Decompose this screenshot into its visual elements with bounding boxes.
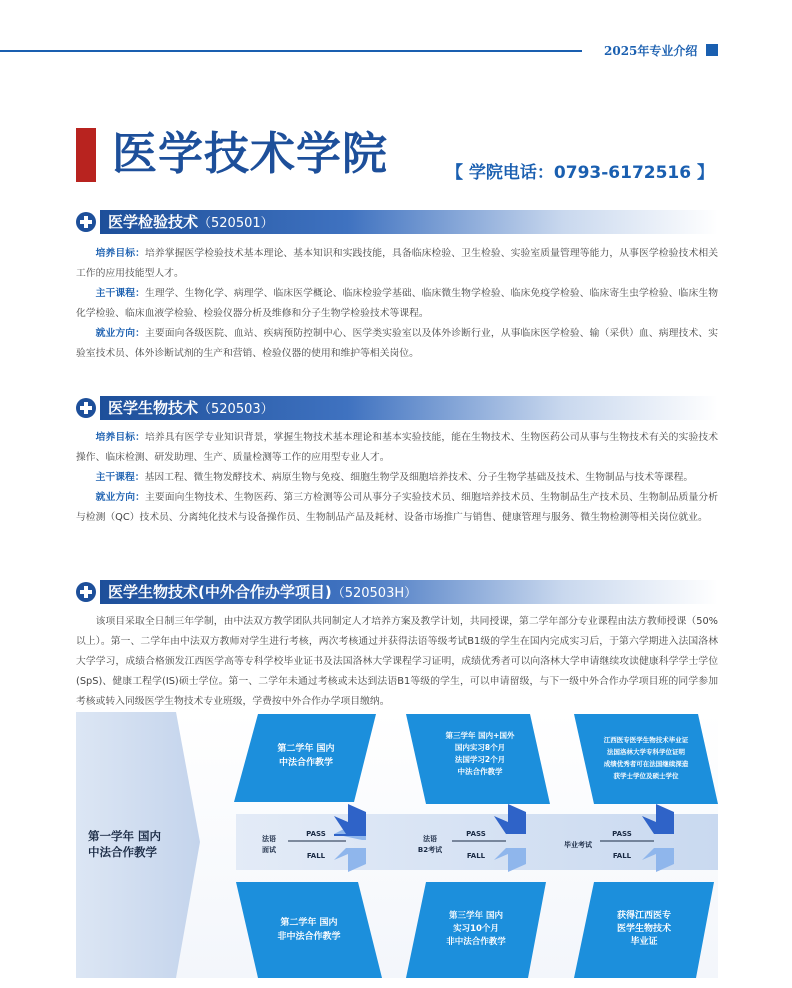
section-title: 医学检验技术（520501） xyxy=(108,213,274,231)
start-label: 第一学年 国内 中法合作教学 xyxy=(88,829,162,859)
top-box-3-text: 江西医专医学生物技术毕业证 法国洛林大学专科学位证明 成绩优秀者可在法国继续深造 获学士学位及硕士学位 xyxy=(603,736,689,780)
text-courses: 生理学、生物化学、病理学、临床医学概论、临床检验学基础、临床微生物学检验、临床免疫学检验、临床寄生虫学检验、临床生物化学检验、临床血液学检验、检验仪器分析及维修和分子生物学检验技术等课程。 xyxy=(76,288,719,319)
header-tag: 2025年专业介绍 xyxy=(604,44,698,58)
fail-label-3: FALL xyxy=(612,852,632,860)
middle-band xyxy=(236,814,718,870)
label-courses: 主干课程： xyxy=(95,472,145,483)
text-goal: 培养具有医学专业知识背景，掌握生物技术基本理论和基本实验技能，能在生物技术、生物医药公司从事与生物技术有关的实验技术操作、临床检测、研发助理、生产、质量检测等工作的应用型专业人才。 xyxy=(76,432,719,463)
fail-label-2: FALL xyxy=(466,852,486,860)
medical-cross-icon xyxy=(76,212,96,232)
exam-label-2: 法语 B2考试 xyxy=(417,835,443,854)
exam-label-1: 法语 面试 xyxy=(262,835,276,854)
text-courses: 基因工程、微生物发酵技术、病原生物与免疫、细胞生物学及细胞培养技术、分子生物学基础及技术、生物制品与技术等课程。 xyxy=(144,472,694,483)
section-heading-520503h xyxy=(76,580,718,604)
section-heading-520503 xyxy=(76,396,718,420)
section-body-520503 xyxy=(76,428,718,528)
college-phone: 【 学院电话：0793-6172516 】 xyxy=(446,163,715,183)
program-intro: 该项目采取全日制三年学制，由中法双方教学团队共同制定人才培养方案及教学计划，共同授课，第二学年部分专业课程由法方教师授课（50%以上）。第一、二学年由中法双方教师对学生进行考核，两次考核通过并获得法语等级考试B1级的学生在国内完成实习后，于第六学期进入法国洛林大学学习，成绩合格颁发江西医学高等专科学校毕业证书及法国洛林大学课程学习证明，成绩优秀者可以向洛林大学申请继续攻读健康科学学士学位(SpS)、健康工程学(IS)硕士学位。第一、二学年未通过考核或未达到法语B1等级的学生，可以申请留级，与下一级中外合作办学项目班的同学参加考核或转入同级医学生物技术专业班级，学费按中外合作办学项目缴纳。 xyxy=(76,616,718,707)
section-title: 医学生物技术（520503） xyxy=(108,399,274,417)
pass-label-3: PASS xyxy=(612,830,632,838)
header-square-icon xyxy=(706,44,718,56)
bottom-box-3-text: 获得江西医专 医学生物技术 毕业证 xyxy=(616,911,671,947)
exam-label-3: 毕业考试 xyxy=(564,841,592,849)
bottom-box-2-text: 第三学年 国内 实习10个月 非中法合作教学 xyxy=(446,911,506,947)
text-jobs: 主要面向生物技术、生物医药、第三方检测等公司从事分子实验技术员、细胞培养技术员、生物制品生产技术员、生物制品质量分析与检测（QC）技术员、分离纯化技术与设备操作员、生物制品产品及耗材、设备市场推广与销售、健康管理与服务、微生物检测等相关岗位就业。 xyxy=(76,492,719,523)
title-accent-bar xyxy=(76,128,96,182)
top-box-1-text: 第二学年 国内 中法合作教学 xyxy=(277,744,335,768)
fail-label-1: FALL xyxy=(306,852,326,860)
label-goal: 培养目标： xyxy=(95,432,145,443)
program-flow-diagram xyxy=(76,712,718,978)
header-rule xyxy=(0,50,582,52)
bottom-box-1-text: 第二学年 国内 非中法合作教学 xyxy=(277,918,341,942)
text-jobs: 主要面向各级医院、血站、疾病预防控制中心、医学类实验室以及体外诊断行业，从事临床医学检验、输（采供）血、病理技术、实验室技术员、体外诊断试剂的生产和营销、检验仪器的使用和维护等相关岗位。 xyxy=(76,328,719,359)
top-box-2-text: 第三学年 国内+国外 国内实习8个月 法国学习2个月 中法合作教学 xyxy=(445,731,515,776)
label-jobs: 就业方向： xyxy=(95,328,145,339)
pass-label-1: PASS xyxy=(306,830,326,838)
text-goal: 培养掌握医学检验技术基本理论、基本知识和实践技能，具备临床检验、卫生检验、实验室质量管理等能力，从事医学检验技术相关工作的应用技能型人才。 xyxy=(76,248,719,279)
section-body-520503h xyxy=(76,612,718,712)
label-courses: 主干课程： xyxy=(95,288,145,299)
page-title: 医学技术学院 xyxy=(112,127,389,180)
pass-label-2: PASS xyxy=(466,830,486,838)
section-heading-520501 xyxy=(76,210,718,234)
label-goal: 培养目标： xyxy=(95,248,145,259)
medical-cross-icon xyxy=(76,582,96,602)
section-body-520501 xyxy=(76,244,718,364)
label-jobs: 就业方向： xyxy=(95,492,145,503)
section-title: 医学生物技术(中外合作办学项目)（520503H） xyxy=(108,583,418,601)
medical-cross-icon xyxy=(76,398,96,418)
